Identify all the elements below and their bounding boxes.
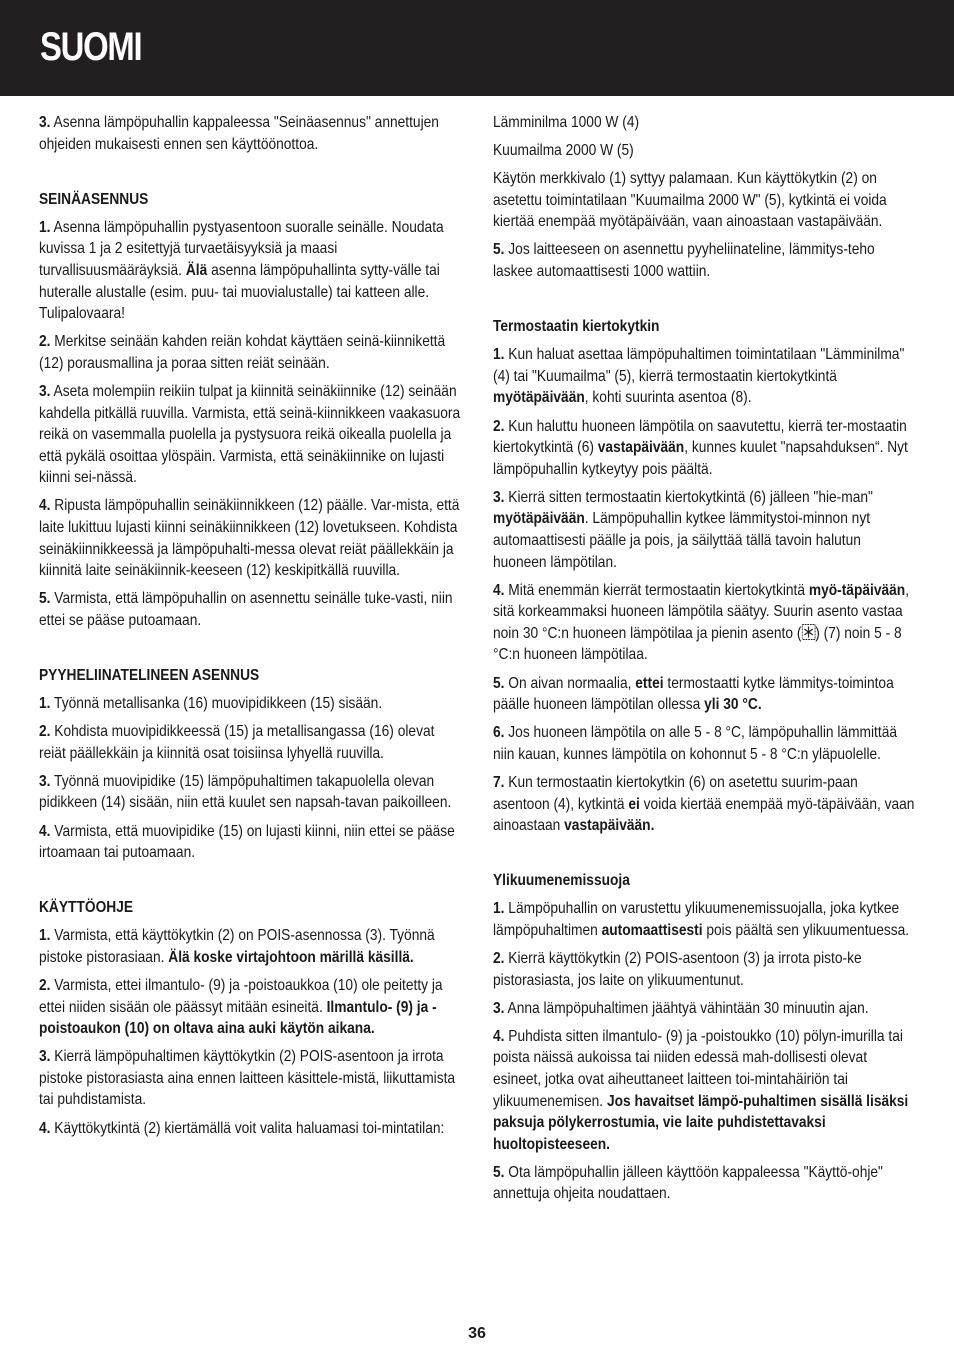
step-number: 4. <box>493 1027 505 1045</box>
usage-step-3 <box>39 1046 463 1111</box>
overheat-step-2 <box>493 948 917 991</box>
intro-step <box>39 112 463 155</box>
step-bold: myötäpäivään <box>493 389 585 407</box>
usage-step-4 <box>39 1118 463 1140</box>
step-number: 1. <box>493 346 505 364</box>
step-text: Kun haluat asettaa lämpöpuhaltimen toimintatilaan "Lämminilma" (4) tai "Kuumailma" (5), kierrä termostaatin kiertokytkintä <box>493 346 905 385</box>
step-number: 5. <box>39 590 51 608</box>
step-number: 3. <box>493 999 505 1017</box>
step-text: Työnnä muovipidike (15) lämpöpuhaltimen takapuolella olevan pidikkeen (14) sisään, niin että kuulet sen napsah-tavan paikoilleen. <box>39 772 452 812</box>
step-text: , kohti suurinta asentoa (8). <box>584 389 752 407</box>
step-text: Merkitse seinään kahden reiän kohdat käyttäen seinä-kiinnikettä (12) porausmallina ja poraa sitten reiät seinään. <box>39 333 446 372</box>
mode-paragraph: Käytön merkkivalo (1) syttyy palamaan. Kun käyttökytkin (2) on asetettu toimintatilaan "Kuumailma 2000 W" (5), kytkintä ei voida kiertää enempää myötäpäivään, vaan ainoastaan vastapäivään. <box>493 170 887 231</box>
thermo-step-3 <box>493 487 917 573</box>
step-number: 2. <box>39 723 51 741</box>
step-text: voida kiertää enempää myö-täpäivään, vaan ainoastaan <box>493 795 915 835</box>
step-text: Työnnä metallisanka (16) muovipidikkeen (15) sisään. <box>50 695 383 713</box>
wall-step-1 <box>39 217 463 325</box>
step-bold: vastapäivään. <box>564 817 655 835</box>
thermo-step-6 <box>493 722 917 765</box>
step-number: 4. <box>39 822 51 840</box>
page-number: 36 <box>468 1325 486 1342</box>
step-text: Jos huoneen lämpötila on alle 5 - 8 °C, lämpöpuhallin lämmittää niin kauan, kunnes lämpötila on kohonnut 5 - 8 °C:n yläpuolelle. <box>493 724 898 763</box>
step-text: Kierrä sitten termostaatin kiertokytkintä (6) jälleen "hie-man" <box>504 488 873 506</box>
step-text: Ota lämpöpuhallin jälleen käyttöön kappaleessa "Käyttö-ohje" annettuja ohjeita noudattaen. <box>493 1163 883 1203</box>
wall-step-5 <box>39 588 463 631</box>
step-number: 3. <box>39 1048 51 1066</box>
section-heading-overheat: Ylikuumenemissuoja <box>493 872 630 890</box>
section-heading-usage: KÄYTTÖOHJE <box>39 899 134 917</box>
step-number: 3. <box>493 488 505 506</box>
step-bold: Älä koske virtajohtoon märillä käsillä. <box>168 948 414 966</box>
step-text: On aivan normaalia, <box>504 674 636 692</box>
towel-step-1 <box>39 693 463 715</box>
step-bold: yli 30 °C. <box>704 696 762 714</box>
step-number: 5. <box>493 241 505 259</box>
section-heading-thermostat: Termostaatin kiertokytkin <box>493 318 660 336</box>
page-title: SUOMI <box>40 25 142 69</box>
step-text: asenna lämpöpuhallinta sytty-välle tai huteralle alustalle (esim. puu- tai muovialustalle) tai katteen alle. Tulipalovaara! <box>39 261 440 323</box>
thermo-step-4 <box>493 580 917 666</box>
step-number: 5. <box>493 1163 505 1181</box>
step-bold: myö-täpäivään <box>808 581 906 599</box>
right-column <box>493 112 917 1212</box>
usage-step-1 <box>39 925 463 968</box>
step-text: Varmista, että lämpöpuhallin on asennettu seinälle tuke-vasti, niin ettei se pääse putoamaan. <box>39 590 453 629</box>
step-text: Lämpöpuhallin on varustettu ylikuumenemissuojalla, joka kytkee lämpöpuhaltimen <box>493 900 900 939</box>
thermo-step-2 <box>493 416 917 481</box>
wall-step-3 <box>39 381 463 489</box>
step-number: 1. <box>39 218 51 236</box>
mode-line-2: Kuumailma 2000 W (5) <box>493 142 634 160</box>
step-text: Ripusta lämpöpuhallin seinäkiinnikkeen (12) päälle. Var-mista, että laite lukittuu lujasti kiinni seinäkiinnikkeen (12) lovetukseen. Kohdista seinäkiinnikkeessä ja lämpöpuhalti-messa olevat reiät päällekkäin ja kiinnitä laite seinäkiinnik-keeseen (12) keskipitkällä ruuvilla. <box>39 497 460 580</box>
step-text: Kierrä lämpöpuhaltimen käyttökytkin (2) POIS-asentoon ja irrota pistoke pistorasiasta aina ennen laitteen käsittele-mistä, liikuttamista tai puhdistamista. <box>39 1048 456 1109</box>
overheat-step-5 <box>493 1162 917 1205</box>
step-text: , sitä korkeammaksi huoneen lämpötila säätyy. Suurin asento vastaa noin 30 °C:n huoneen lämpötilaa ja pienin asento ( <box>493 581 910 642</box>
step-text: . Lämpöpuhallin kytkee lämmitystoi-minnon nyt automaattisesti päälle ja pois, ja säilyttää tällä tavoin halutun huoneen lämpötilan. <box>493 510 871 571</box>
step-text: Kierrä käyttökytkin (2) POIS-asentoon (3) ja irrota pisto-ke pistorasiasta, jos laite on ylikuumentunut. <box>493 950 862 989</box>
step-number: 2. <box>39 977 51 994</box>
step-number: 1. <box>493 900 505 918</box>
step-text: Aseta molempiin reikiin tulpat ja kiinnitä seinäkiinnike (12) seinään kahdella pitkällä ruuvilla. Varmista, että seinä-kiinnikkeen vaakasuora reikä on vasemmalla puolella ja pystysuora reikä oikealla puolella ja että pykälä osoittaa ylöspäin. Varmista, että seinäkiinnike on lujasti kiinni sei-nässä. <box>39 382 461 487</box>
step-text: pois päältä sen ylikuumentuessa. <box>702 921 910 939</box>
overheat-step-1 <box>493 898 917 941</box>
step-text: Asenna lämpöpuhallin kappaleessa "Seinäasennus" annettujen ohjeiden mukaisesti ennen sen käyttöönottoa. <box>39 114 439 153</box>
step-text: Kun termostaatin kiertokytkin (6) on asetettu suurim-paan asentoon (4), kytkintä <box>493 773 858 813</box>
mode-line-1: Lämminilma 1000 W (4) <box>493 114 640 131</box>
step-text: Jos laitteeseen on asennettu pyyheliinateline, lämmitys-teho laskee automaattisesti 1000 wattiin. <box>493 241 875 281</box>
towel-step-4 <box>39 821 463 864</box>
overheat-step-3 <box>493 998 917 1020</box>
step-number: 2. <box>493 950 505 967</box>
step-number: 5. <box>493 674 505 692</box>
step-bold: vastapäivään <box>597 439 685 457</box>
step-number: 6. <box>493 724 505 742</box>
step-text: Varmista, ettei ilmantulo- (9) ja -poistoaukkoa (10) ole peitetty ja ettei niiden sisään ole päässyt mitään esineitä. <box>39 977 443 1016</box>
section-heading-towel: PYYHELIINATELINEEN ASENNUS <box>39 666 260 684</box>
step-bold: ei <box>628 795 640 813</box>
step-bold: ettei <box>635 674 664 692</box>
step-text: Kun haluttu huoneen lämpötila on saavutettu, kierrä ter-mostaatin kiertokytkintä (6) <box>493 417 907 457</box>
step-number: 3. <box>39 382 51 400</box>
step-number: 3. <box>39 772 51 790</box>
step-number: 4. <box>39 1119 51 1137</box>
step-number: 2. <box>493 417 505 435</box>
step-number: 1. <box>39 927 51 945</box>
left-column <box>39 112 463 1146</box>
usage-step-5 <box>493 239 917 282</box>
step-text: Varmista, että käyttökytkin (2) on POIS-asennossa (3). Työnnä pistoke pistorasiaan. <box>39 927 435 966</box>
step-text: Käyttökytkintä (2) kiertämällä voit valita haluamasi toi-mintatilan: <box>50 1119 445 1137</box>
thermo-step-5 <box>493 673 917 716</box>
step-number: 7. <box>493 773 505 791</box>
overheat-step-4 <box>493 1026 917 1156</box>
step-text: Kohdista muovipidikkeessä (15) ja metallisangassa (16) olevat reiät päällekkäin ja kiinnitä osat toisiinsa lyhyellä ruuvilla. <box>39 723 435 762</box>
page-header <box>0 0 954 96</box>
wall-step-2 <box>39 331 463 374</box>
step-bold: myötäpäivään <box>493 510 585 528</box>
step-text: ) (7) noin 5 - 8 °C:n huoneen lämpötilaa. <box>493 624 902 664</box>
step-bold: automaattisesti <box>601 921 703 939</box>
step-text: Asenna lämpöpuhallin pystyasentoon suoralle seinälle. Noudata kuvissa 1 ja 2 esitettyjä turvaetäisyyksiä ja maasi turvallisuusmääräyksiä. <box>39 218 444 279</box>
section-heading-wall: SEINÄASENNUS <box>39 190 149 208</box>
step-text: Varmista, että muovipidike (15) on lujasti kiinni, niin ettei se pääse irtoamaan tai putoamaan. <box>39 822 455 862</box>
step-text: Puhdista sitten ilmantulo- (9) ja -poistoukko (10) pölyn-imurilla tai poista näissä aukoissa tai niiden edessä mah-dollisesti olevat esineet, jotka ovat aiheuttaneet laitteen toi-mintahäiriön tai ylikuumenemisen. <box>493 1027 903 1110</box>
step-text: , kunnes kuulet "napsahduksen“. Nyt lämpöpuhallin kytkeytyy pois päältä. <box>493 439 908 478</box>
step-bold: Älä <box>185 261 208 279</box>
step-text: Anna lämpöpuhaltimen jäähtyä vähintään 30 minuutin ajan. <box>504 999 869 1017</box>
step-bold: Ilmantulo- (9) ja -poistoaukon (10) on oltava aina auki käytön aikana. <box>39 998 437 1038</box>
step-number: 4. <box>493 581 505 599</box>
towel-step-3 <box>39 771 463 814</box>
snowflake-icon <box>801 624 815 640</box>
thermo-step-1 <box>493 344 917 409</box>
step-text: Mitä enemmän kierrät termostaatin kiertokytkintä <box>504 581 809 599</box>
step-number: 3. <box>39 114 51 131</box>
wall-step-4 <box>39 495 463 581</box>
step-number: 2. <box>39 333 51 351</box>
usage-step-2 <box>39 975 463 1040</box>
thermo-step-7 <box>493 772 917 837</box>
towel-step-2 <box>39 721 463 764</box>
step-bold: Jos havaitset lämpö-puhaltimen sisällä lisäksi paksuja pölykerrostumia, vie laite puhdistettavaksi huoltopisteeseen. <box>493 1092 909 1153</box>
step-text: termostaatti kytke lämmitys-toimintoa päälle huoneen lämpötilan ollessa <box>493 674 894 714</box>
step-number: 4. <box>39 497 51 515</box>
step-number: 1. <box>39 695 51 713</box>
